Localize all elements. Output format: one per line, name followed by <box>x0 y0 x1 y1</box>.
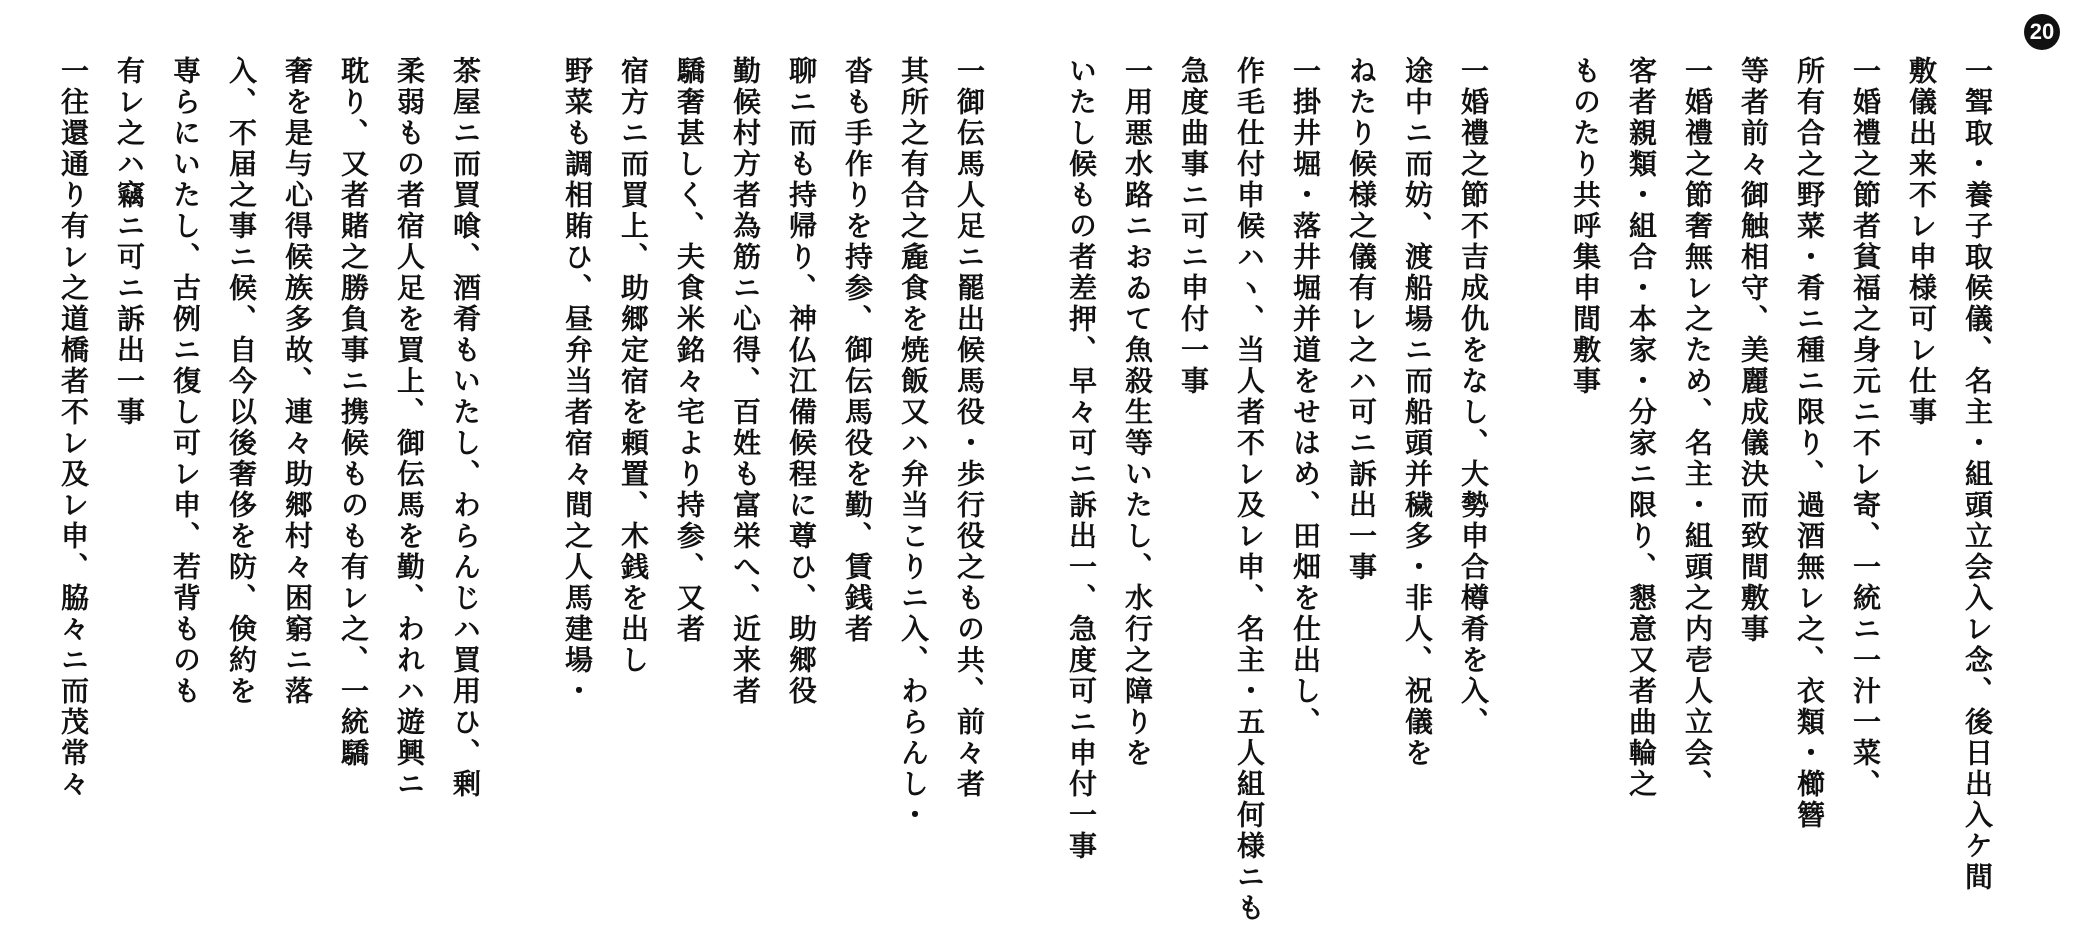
section-gap <box>997 56 1053 936</box>
section-gap <box>493 56 549 936</box>
text-line: 入、不届之事ニ候、自今以後奢侈を防、倹約を <box>225 56 258 707</box>
page-number-badge: 20 <box>2024 14 2060 50</box>
text-line: 敷儀出来不レ申様可レ仕事 <box>1905 56 1938 428</box>
text-line: 沓も手作りを持参、御伝馬役を勤、賃銭者 <box>841 56 874 645</box>
text-line: 耽り、又者賭之勝負事ニ携候ものも有レ之、一統驕 <box>337 56 370 769</box>
text-line: 作毛仕付申候ハヽ、当人者不レ及レ申、名主・五人組何様ニも <box>1233 56 1266 924</box>
text-line: いたし候もの者差押、早々可ニ訴出一、急度可ニ申付一事 <box>1065 56 1098 862</box>
document-text-body <box>5 56 2005 936</box>
text-line: 途中ニ而妨、渡船場ニ而船頭并穢多・非人、祝儀を <box>1401 56 1434 769</box>
text-line: ねたり候様之儀有レ之ハ可ニ訴出一事 <box>1345 56 1378 583</box>
text-line: 柔弱もの者宿人足を買上、御伝馬を勤、われハ遊興ニ <box>393 56 426 800</box>
text-line: 一婚禮之節者貧福之身元ニ不レ寄、一統ニ一汁一菜、 <box>1849 56 1882 800</box>
text-line: 一婚禮之節奢無レ之ため、名主・組頭之内壱人立会、 <box>1681 56 1714 800</box>
text-line: 一用悪水路ニおゐて魚殺生等いたし、水行之障りを <box>1121 56 1154 769</box>
text-line: 宿方ニ而買上、助郷定宿を頼置、木銭を出し <box>617 56 650 676</box>
text-line: 勤候村方者為筋ニ心得、百姓も富栄へ、近来者 <box>729 56 762 707</box>
text-line: ものたり共呼集申間敷事 <box>1569 56 1602 397</box>
text-line: 其所之有合之麁食を焼飯又ハ弁当こりニ入、わらんし・ <box>897 56 930 831</box>
text-line: 驕奢甚しく、夫食米銘々宅より持参、又者 <box>673 56 706 645</box>
text-line: 一掛井堀・落井堀并道をせはめ、田畑を仕出し、 <box>1289 56 1322 738</box>
text-line: 一往還通り有レ之道橋者不レ及レ申、脇々ニ而茂常々 <box>57 56 90 800</box>
text-line: 奢を是与心得候族多故、連々助郷村々困窮ニ落 <box>281 56 314 707</box>
text-line: 一婚禮之節不吉成仇をなし、大勢申合樽肴を入、 <box>1457 56 1490 738</box>
text-line: 専らにいたし、古例ニ復し可レ申、若背ものも <box>169 56 202 707</box>
text-line: 一御伝馬人足ニ罷出候馬役・歩行役之もの共、前々者 <box>953 56 986 800</box>
text-line: 野菜も調相賄ひ、昼弁当者宿々間之人馬建場・ <box>561 56 594 707</box>
text-line: 有レ之ハ竊ニ可ニ訴出一事 <box>113 56 146 428</box>
text-line: 茶屋ニ而買喰、酒肴もいたし、わらんじハ買用ひ、剰 <box>449 56 482 800</box>
text-line: 等者前々御触相守、美麗成儀決而致間敷事 <box>1737 56 1770 645</box>
text-line: 所有合之野菜・肴ニ種ニ限り、過酒無レ之、衣類・櫛簪 <box>1793 56 1826 831</box>
text-line: 一聟取・養子取候儀、名主・組頭立会入レ念、後日出入ケ間 <box>1961 56 1994 893</box>
section-gap <box>1501 56 1557 936</box>
text-line: 聊ニ而も持帰り、神仏江備候程に尊ひ、助郷役 <box>785 56 818 707</box>
text-line: 客者親類・組合・本家・分家ニ限り、懇意又者曲輪之 <box>1625 56 1658 800</box>
text-line: 急度曲事ニ可ニ申付一事 <box>1177 56 1210 397</box>
